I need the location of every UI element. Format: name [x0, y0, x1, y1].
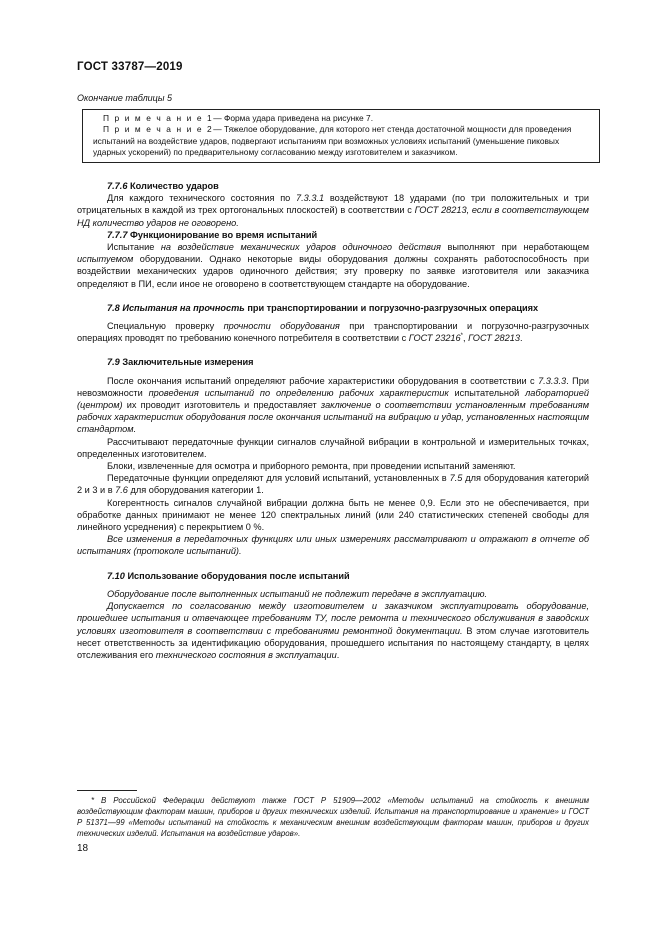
section-7-7-6-paragraph: Для каждого технического состояния по 7.3.3.1 воздействуют 18 ударами (по три положительных и три отрицательных в каждой из трех ортогональных плоскостей) в соответствии с ГОСТ 28213, если в соответствующем НД количество ударов не оговорено.	[77, 193, 589, 228]
section-7-10-paragraph-2: Допускается по согласованию между изготовителем и заказчиком эксплуатировать оборудование, прошедшее испытания и отвечающее требованиям ТУ, после ремонта и технического обслуживания в заводских условиях изготовителя в соответствии с требованиями ремонтной документации. В этом случае изготовитель несет ответственность за идентификацию оборудования, прошедшего испытания по настоящему стандарту, в целях отслеживания его технического состояния в эксплуатации.	[77, 601, 590, 660]
main-content	[77, 180, 589, 661]
note-2-label: П р и м е ч а н и е 2	[103, 124, 214, 135]
footnote	[77, 795, 589, 839]
section-7-10-heading: 7.10 Использование оборудования после испытаний	[107, 570, 350, 581]
standard-header: ГОСТ 33787—2019	[77, 61, 183, 73]
section-7-7-6-heading: 7.7.6 Количество ударов	[107, 181, 219, 191]
section-7-8-paragraph: Специальную проверку прочности оборудования при транспортировании и погрузочно-разгрузочных операциях проводят по требованию конечного потребителя в соответствии с ГОСТ 23216*, ГОСТ 28213.	[77, 321, 589, 344]
section-7-9-paragraph-5: Когерентность сигналов случайной вибрации должна быть не менее 0,9. Если это не обеспечивается, при обработке данных принимают не менее 120 спектральных линий (или 240 статистических степеней свободы для линейного усреднения) с перекрытием 0 %.	[77, 497, 589, 533]
section-7-10-paragraph-1: Оборудование после выполненных испытаний не подлежит передаче в эксплуатацию.	[107, 588, 488, 599]
section-7-7-7-paragraph: Испытание на воздействие механических ударов одиночного действия выполняют при неработающем испытуемом оборудовании. Однако некоторые виды оборудования должны сохранять работоспособность при воздействии механических ударов одиночного действия; эту проверку по заявке изготовителя или заказчика определяют в ПИ, если иное не оговорено в соответствующем стандарте на оборудование.	[77, 242, 590, 289]
footnote-text: * В Российской Федерации действуют также ГОСТ Р 51909—2002 «Методы испытаний на стойкость к внешним воздействующим факторам машин, приборов и других технических изделий. Испытания на транспортирование и хранение» и ГОСТ Р 51371—99 «Методы испытаний на стойкость к механическим внешним воздействующим факторам машин, приборов и других технических изделий. Испытания на воздействие ударов».	[77, 796, 589, 838]
note-1-label: П р и м е ч а н и е 1	[103, 113, 214, 123]
section-7-9-paragraph-4: Передаточные функции определяют для условий испытаний, установленных в 7.5 для оборудования категорий 2 и 3 и в 7.6 для оборудования категории 1.	[77, 473, 589, 496]
section-7-9-paragraph-6: Все изменения в передаточных функциях или иных измерениях рассматривают и отражают в отчете об испытаниях (протоколе испытаний).	[77, 534, 589, 557]
section-7-9-paragraph-2: Рассчитывают передаточные функции сигналов случайной вибрации в контрольной и измерительных точках, определенных изготовителем.	[77, 436, 589, 459]
table-continuation-caption: Окончание таблицы 5	[77, 93, 172, 103]
table-notes-box	[82, 109, 600, 163]
footnote-separator	[77, 790, 137, 791]
section-7-7-7-heading: 7.7.7 Функционирование во время испытаний	[107, 229, 318, 240]
section-7-9-heading: 7.9 Заключительные измерения	[107, 357, 254, 368]
note-2	[93, 124, 593, 158]
section-7-9-paragraph-1: После окончания испытаний определяют рабочие характеристики оборудования в соответствии с 7.3.3.3. При невозможности проведения испытаний по определению рабочих характеристик испытательной лабораторией (центром) их проводит изготовитель и предоставляет заключение о соответствии установленным требованиям рабочих характеристик оборудования после окончания испытаний на вибрацию и удар, установленных настоящим стандартом.	[77, 375, 589, 435]
section-7-8-heading: 7.8 Испытания на прочность при транспортировании и погрузочно-разгрузочных операциях	[107, 302, 539, 313]
section-7-9-paragraph-3: Блоки, извлеченные для осмотра и приборного ремонта, при проведении испытаний заменяют.	[107, 461, 516, 472]
note-1-text: — Форма удара приведена на рисунке 7.	[213, 113, 374, 123]
note-1	[93, 113, 593, 124]
page-number: 18	[77, 843, 89, 854]
note-2-text: — Тяжелое оборудование, для которого нет стенда достаточной мощности для проведения испытаний на воздействие ударов, подвергают испытаниям при возможных условиях испытаний (уменьшение пиковых ударных ускорений) по предварительному согласованию между изготовителем и заказчиком.	[93, 124, 572, 158]
